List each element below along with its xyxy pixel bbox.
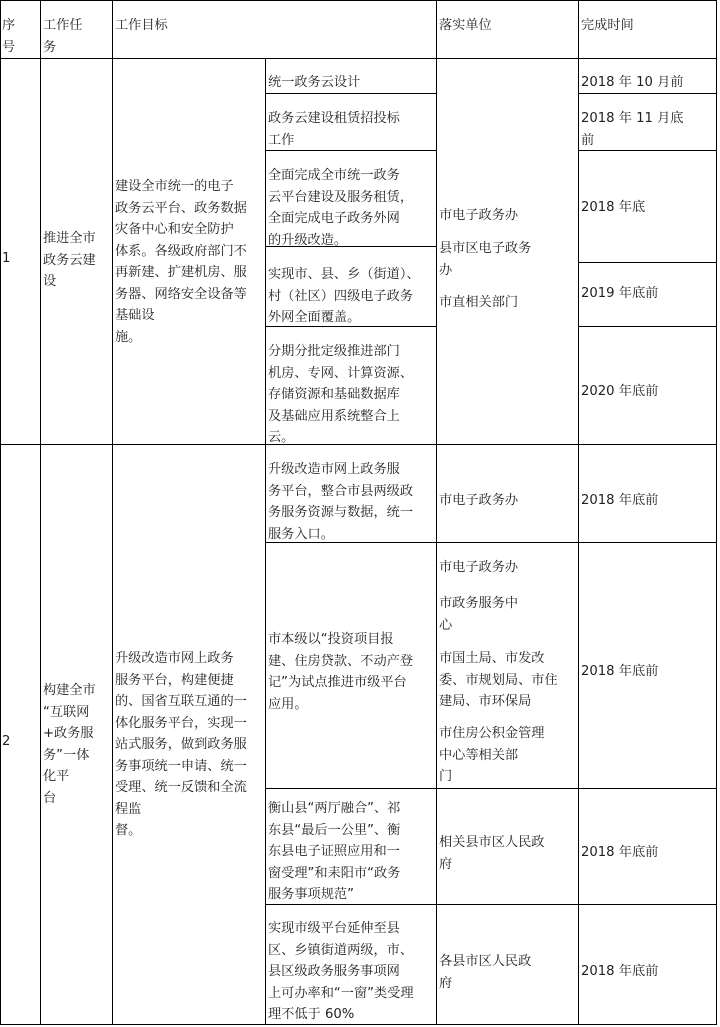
row1-time-5: 2020 年底前 — [581, 384, 659, 399]
row2-time-3: 2018 年底前 — [581, 845, 659, 860]
col-line — [112, 0, 113, 1025]
col-line — [578, 0, 579, 1025]
header-goal: 工作目标 — [115, 18, 168, 33]
sub-divider — [578, 262, 717, 263]
header-task: 工作任 务 — [43, 18, 83, 55]
header-bottom-line — [0, 58, 717, 59]
table-border-top — [0, 0, 717, 1]
row1-detail-1: 统一政务云设计 — [268, 75, 361, 90]
row1-detail-2: 政务云建设租赁招投标 工作 — [268, 111, 400, 148]
col-line — [265, 58, 266, 1025]
row2-unit-2a: 市电子政务办 — [439, 560, 519, 575]
row2-unit-1: 市电子政务办 — [439, 493, 519, 508]
row2-time-4: 2018 年底前 — [581, 964, 659, 979]
row1-time-3: 2018 年底 — [581, 200, 646, 215]
sub-divider — [265, 788, 717, 789]
row1-unit-1: 市电子政务办 — [439, 208, 519, 223]
row2-goal: 升级改造市网上政务 服务平台，构建便捷 的、国省互联互通的一 体化服务平台，实现一 站式服务，做到政务服 务事项统一申请、统一 受理、统一反馈和全流 程监 督。 — [115, 651, 247, 838]
col-line — [716, 0, 717, 1025]
row2-unit-2d: 市住房公积金管理 中心等相关部 门 — [439, 726, 545, 784]
col-line — [436, 0, 437, 1025]
row2-unit-3: 相关县市区人民政 府 — [439, 835, 545, 872]
row1-detail-5: 分期分批定级推进部门 机房、专网、计算资源、 存储资源和基础数据库 及基础应用系统整合上 云。 — [268, 344, 414, 445]
row2-unit-2c: 市国土局、市发改 委、市规划局、市住 建局、市环保局 — [439, 651, 558, 709]
header-unit: 落实单位 — [439, 18, 492, 33]
row2-detail-1: 升级改造市网上政务服 务平台，整合市县两级政 务服务资源与数据，统一 服务入口。 — [268, 462, 414, 542]
header-time: 完成时间 — [581, 18, 634, 33]
col-line — [0, 0, 1, 1025]
row1-unit-2: 县市区电子政务 办 — [439, 241, 532, 278]
col-line — [40, 0, 41, 1025]
row1-detail-4: 实现市、县、乡（街道）、 村（社区）四级电子政务 外网全面覆盖。 — [268, 267, 420, 325]
row2-time-1: 2018 年底前 — [581, 493, 659, 508]
row1-time-2: 2018 年 11 月底 前 — [581, 111, 684, 148]
row2-time-2: 2018 年底前 — [581, 664, 659, 679]
row2-detail-2: 市本级以“投资项目报 建、住房贷款、不动产登 记”为试点推进市级平台 应用。 — [268, 632, 414, 712]
row1-detail-3: 全面完成全市统一政务 云平台建设及服务租赁， 全面完成电子政务外网 的升级改造。 — [268, 168, 414, 248]
row2-task: 构建全市 “互联网 +政务服 务”一体 化平 台 — [43, 683, 96, 806]
row2-unit-4: 各县市区人民政 府 — [439, 954, 532, 991]
sub-divider — [578, 326, 717, 327]
row1-task: 推进全市 政务云建 设 — [43, 231, 96, 289]
row1-time-4: 2019 年底前 — [581, 286, 659, 301]
row1-seq: 1 — [2, 251, 11, 266]
row1-goal: 建设全市统一的电子 政务云平台、政务数据 灾备中心和安全防护 体系。各级政府部门不 再新建、扩建机房、服 务器、网络安全设备等 基础设 施。 — [115, 179, 247, 345]
row2-detail-4: 实现市级平台延伸至县 区、乡镇街道两级，市、 县区级政务服务事项网 上可办率和“一窗”类受理 理不低于 60% — [268, 921, 414, 1022]
header-seq: 序 号 — [2, 18, 16, 55]
row1-unit-3: 市直相关部门 — [439, 295, 519, 310]
row2-unit-2b: 市政务服务中 心 — [439, 596, 519, 633]
row2-detail-3: 衡山县“两厅融合”、祁 东县“最后一公里”、衡 东县电子证照应用和一 窗受理”和耒阳市“政务 服务事项规范” — [268, 801, 401, 902]
row2-seq: 2 — [2, 734, 11, 749]
row1-time-1: 2018 年 10 月前 — [581, 75, 684, 90]
